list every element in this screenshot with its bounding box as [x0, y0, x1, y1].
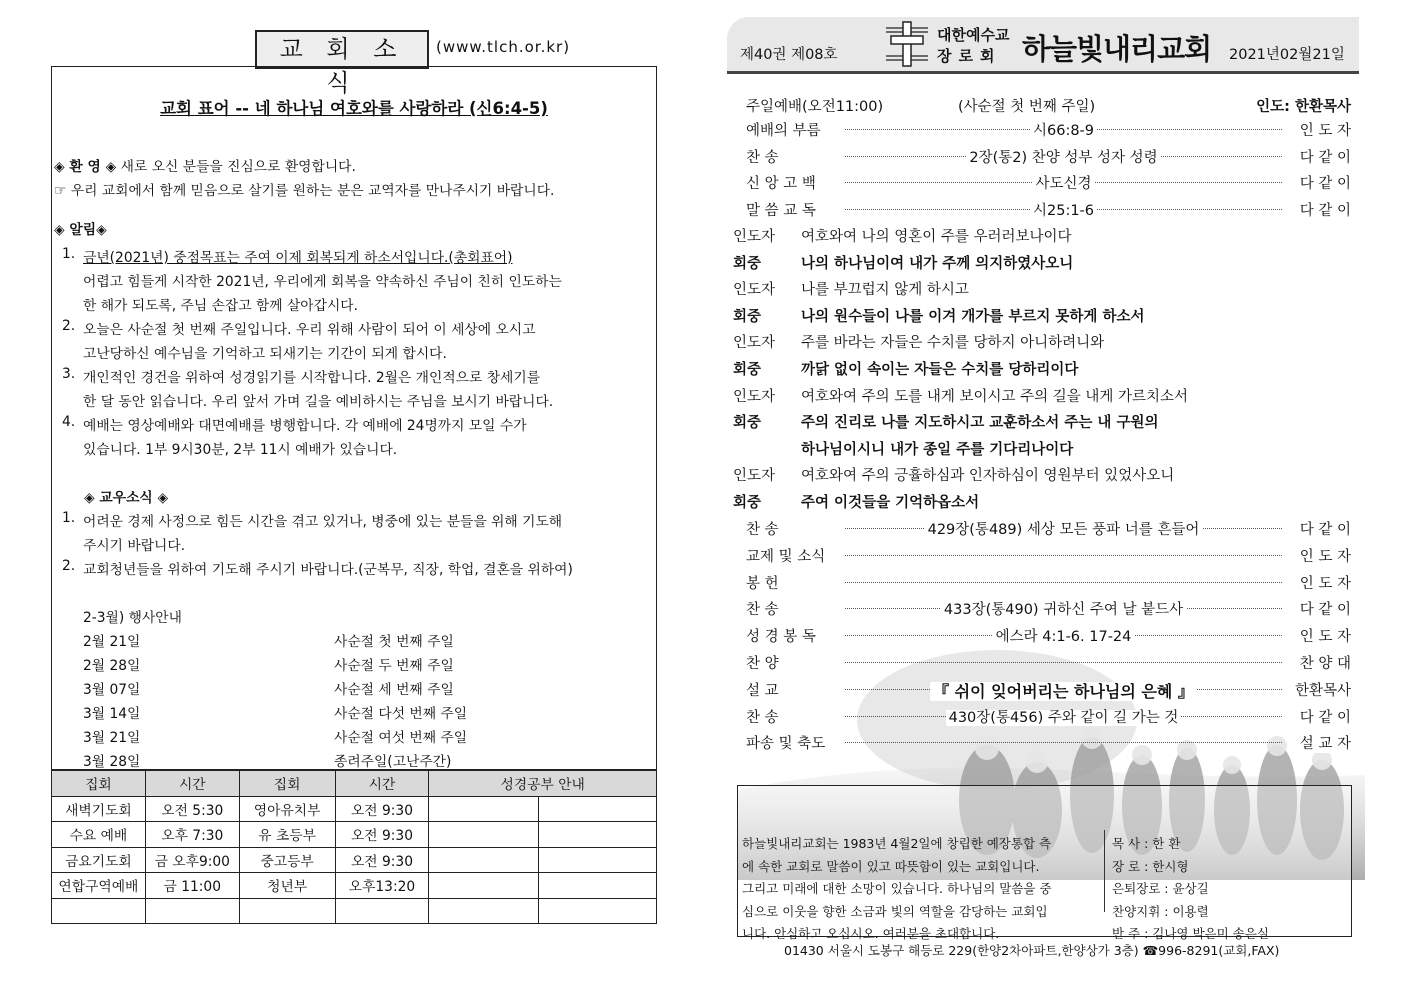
staff-line: 장 로 : 한시형 [1112, 858, 1189, 874]
study-cell [539, 822, 657, 848]
order-content-text: 시66:8-9 [1030, 123, 1097, 139]
order-content [845, 598, 1282, 619]
order-by: 인 도 자 [1297, 545, 1351, 566]
staff-line: 목 사 : 한 환 [1112, 836, 1181, 851]
item-text-cont: 있습니다. 1부 9시30분, 2부 11시 예배가 있습니다. [83, 442, 398, 458]
order-label: 찬 양 [746, 656, 779, 672]
service-title: 주일예배(오전11:00) [746, 99, 884, 115]
welcome-line: ◈ 환 영 ◈ 새로 오신 분들을 진심으로 환영합니다. [54, 159, 356, 175]
event-date: 3월 28일 [83, 754, 141, 770]
reading-text: 여호와여 주의 도를 내게 보이시고 주의 길을 내게 가르치소서 [801, 388, 1189, 405]
item-number: 1. [62, 510, 76, 526]
reading-text: 나를 부끄럽지 않게 하시고 [801, 282, 969, 299]
item-text-cont: 어렵고 힘들게 시작한 2021년, 우리에게 회복을 약속하신 주님이 친히 인도하는 [83, 274, 562, 290]
order-content [845, 679, 1282, 702]
dot-leader [845, 580, 1282, 583]
table-cell: 중고등부 [239, 847, 335, 873]
reading-text: 나의 원수들이 나를 이겨 개가를 부르지 못하게 하소서 [801, 308, 1145, 325]
item-text: 어려운 경제 사정으로 힘든 시간을 겪고 있거나, 병중에 있는 분들을 위해 기도해 [83, 514, 563, 530]
order-content-text: 시25:1-6 [1030, 203, 1097, 219]
table-cell: 오전 5:30 [145, 796, 239, 822]
reading-text: 여호와여 주의 긍휼하심과 인자하심이 영원부터 있었사오니 [801, 468, 1175, 485]
reading-text: 여호와여 나의 영혼이 주를 우러러보나이다 [801, 229, 1072, 245]
admin-heading: ◈ 교우소식 ◈ [84, 490, 169, 506]
reader-role: 인도자 [733, 468, 776, 485]
table-cell: 연합구역예배 [52, 873, 146, 899]
notices-heading: ◈ 알림◈ [54, 222, 107, 238]
staff-line: 반 주 : 김나영 박은미 송은실 [1112, 926, 1269, 941]
event-date: 3월 21일 [83, 730, 141, 746]
col-header: 집회 [239, 771, 335, 797]
schedule-header-row [52, 771, 657, 797]
volume-number: 제40권 제08호 [740, 47, 838, 63]
event-date: 3월 14일 [83, 706, 141, 722]
study-cell [429, 822, 539, 848]
order-by: 다 같 이 [1297, 199, 1351, 220]
order-by: 인 도 자 [1297, 572, 1351, 593]
intro-line: 그리고 미래에 대한 소망이 있습니다. 하나님의 말씀을 중 [742, 881, 1052, 896]
table-row [52, 847, 657, 873]
order-by: 한환목사 [1292, 679, 1351, 700]
order-content-text: 429장(통489) 세상 모든 풍파 너를 흔들어 [925, 522, 1203, 538]
reading-text: 주의 진리로 나를 지도하시고 교훈하소서 주는 내 구원의 [801, 415, 1159, 432]
staff-line: 은퇴장로 : 윤상길 [1112, 881, 1209, 896]
reader-role: 인도자 [733, 335, 776, 352]
event-name: 사순절 두 번째 주일 [334, 658, 454, 674]
col-header: 시간 [145, 771, 239, 797]
intro-line: 하늘빛내리교회는 1983년 4월2일에 창립한 예장통합 측 [742, 836, 1052, 851]
event-date: 2월 21일 [83, 634, 141, 650]
study-cell [429, 873, 539, 899]
order-label: 신 앙 고 백 [746, 176, 816, 192]
event-name: 사순절 여섯 번째 주일 [334, 730, 468, 746]
study-cell [539, 898, 657, 924]
website-url[interactable]: (www.tlch.or.kr) [436, 38, 571, 56]
order-label: 찬 송 [746, 709, 779, 726]
item-text-cont: 한 달 동안 읽습니다. 우리 앞서 가며 길을 예비하시는 주님을 보시기 바랍니다. [83, 394, 554, 410]
item-text: 금년(2021년) 중점목표는 주여 이제 회복되게 하소서입니다.(총회표어) [83, 250, 513, 266]
reading-text: 주를 바라는 자들은 수치를 당하지 아니하려니와 [801, 335, 1105, 352]
order-content-text: 2장(통2) 찬양 성부 성자 성령 [966, 150, 1160, 166]
order-by: 설 교 자 [1297, 732, 1351, 753]
welcome-heading: ◈ 환 영 ◈ [54, 159, 117, 175]
order-by: 다 같 이 [1297, 706, 1351, 727]
event-date: 3월 07일 [83, 682, 141, 698]
order-by: 찬 양 대 [1297, 652, 1351, 673]
church-name: 하늘빛내리교회 [1022, 32, 1212, 66]
order-label: 찬 송 [746, 602, 779, 619]
service-subtitle: (사순절 첫 번째 주일) [958, 99, 1096, 115]
order-content [845, 518, 1282, 539]
item-number: 2. [62, 558, 76, 574]
order-label: 찬 송 [746, 149, 779, 166]
order-label: 성 경 봉 독 [746, 629, 816, 646]
table-cell: 유 초등부 [239, 822, 335, 848]
order-by: 인 도 자 [1297, 625, 1351, 646]
table-cell: 오전 9:30 [335, 796, 429, 822]
dot-leader [845, 553, 1282, 556]
table-cell: 수요 예배 [52, 822, 146, 848]
reader-role: 인도자 [733, 229, 776, 245]
study-cell [429, 796, 539, 822]
event-date: 2월 28일 [83, 658, 141, 674]
order-by: 다 같 이 [1297, 172, 1351, 193]
order-by: 다 같 이 [1297, 146, 1351, 167]
event-name: 사순절 다섯 번째 주일 [334, 706, 468, 722]
order-by: 다 같 이 [1297, 518, 1351, 539]
table-cell: 새벽기도회 [52, 796, 146, 822]
welcome-line-2: ☞ 우리 교회에서 함께 믿음으로 살기를 원하는 분은 교역자를 만나주시기 바랍니다. [54, 183, 555, 199]
table-cell [145, 898, 239, 924]
table-cell: 오전 9:30 [335, 847, 429, 873]
intro-line: 에 속한 교회로 말씀이 있고 따뜻함이 있는 교회입니다. [742, 858, 1040, 874]
item-text: 교회청년들을 위하여 기도해 주시기 바랍니다.(군복무, 직장, 학업, 결혼을 위하여) [83, 562, 573, 578]
table-row [52, 796, 657, 822]
study-cell [429, 898, 539, 924]
item-number: 1. [62, 246, 76, 262]
table-cell [52, 898, 146, 924]
order-label: 파송 및 축도 [746, 736, 826, 753]
study-cell [539, 847, 657, 873]
item-text-cont: 고난당하신 예수님을 기억하고 되새기는 기간이 되게 합시다. [83, 346, 447, 362]
reader-role: 회중 [733, 415, 762, 432]
reading-text: 까닭 없이 속이는 자들은 수치를 당하리이다 [801, 362, 1079, 378]
event-name: 사순절 세 번째 주일 [334, 682, 454, 698]
order-content-text: 430장(통456) 주와 같이 길 가는 것 [946, 710, 1182, 726]
study-cell [429, 847, 539, 873]
item-text: 오늘은 사순절 첫 번째 주일입니다. 우리 위해 사람이 되어 이 세상에 오시고 [83, 322, 536, 338]
table-cell [239, 898, 335, 924]
event-name: 종려주일(고난주간) [334, 754, 452, 770]
dot-leader [845, 740, 1282, 743]
reader-role: 인도자 [733, 388, 776, 405]
item-number: 3. [62, 366, 76, 382]
order-content [845, 119, 1282, 140]
item-text: 개인적인 경건을 위하여 성경읽기를 시작합니다. 2월은 개인적으로 창세기를 [83, 370, 541, 386]
cross-logo-icon [883, 20, 931, 68]
reading-text: 하나님이시니 내가 종일 주를 기다리나이다 [801, 441, 1074, 458]
table-cell: 금 오후9:00 [145, 847, 239, 873]
intro-divider [1104, 830, 1105, 912]
order-content [845, 172, 1282, 193]
col-header: 집회 [52, 771, 146, 797]
order-content-text: 에스라 4:1-6. 17-24 [993, 629, 1135, 645]
intro-line: 심으로 이웃을 향한 소금과 빛의 역할을 감당하는 교회입 [742, 903, 1048, 919]
order-content [845, 625, 1282, 646]
event-name: 사순절 첫 번째 주일 [334, 634, 454, 650]
bulletin-date: 2021년02월21일 [1229, 47, 1345, 63]
study-cell [539, 796, 657, 822]
service-leader: 인도: 한환목사 [1256, 99, 1351, 115]
table-cell: 오후13:20 [335, 873, 429, 899]
reader-role: 인도자 [733, 282, 776, 299]
table-cell [335, 898, 429, 924]
denomination-line-1: 대한예수교 [937, 26, 1010, 44]
order-content-text: 『 쉬이 잊어버리는 하나님의 은혜 』 [930, 682, 1197, 701]
church-motto: 교회 표어 -- 네 하나님 여호와를 사랑하라 (신6:4-5) [160, 99, 548, 118]
order-by: 인 도 자 [1297, 119, 1351, 140]
table-row [52, 873, 657, 899]
reader-role: 회중 [733, 362, 762, 378]
table-cell: 오전 9:30 [335, 822, 429, 848]
table-cell: 금요기도회 [52, 847, 146, 873]
order-content [845, 146, 1282, 167]
dot-leader [845, 660, 1282, 663]
schedule-table [51, 770, 657, 924]
reader-role: 회중 [733, 495, 762, 511]
order-label: 예배의 부름 [746, 123, 821, 139]
table-row [52, 898, 657, 924]
events-heading: 2-3월) 행사안내 [83, 610, 182, 626]
staff-line: 찬양지휘 : 이용렬 [1112, 903, 1209, 919]
order-content [845, 706, 1282, 727]
reading-text: 주여 이것들을 기억하옵소서 [801, 495, 980, 511]
col-header: 시간 [335, 771, 429, 797]
order-content-text: 433장(통490) 귀하신 주여 날 붙드사 [941, 602, 1186, 618]
item-text-cont: 한 해가 되도록, 주님 손잡고 함께 살아갑시다. [83, 298, 358, 314]
order-label: 봉 헌 [746, 575, 779, 592]
item-number: 2. [62, 318, 76, 334]
item-text: 예배는 영상예배와 대면예배를 병행합니다. 각 예배에 24명까지 모일 수가 [83, 418, 527, 434]
table-row [52, 822, 657, 848]
table-cell: 청년부 [239, 873, 335, 899]
reading-text: 나의 하나님이여 내가 주께 의지하였사오니 [801, 255, 1074, 272]
order-label: 교제 및 소식 [746, 548, 826, 565]
intro-line: 니다. 안심하고 오십시오. 여러분을 초대합니다. [742, 926, 1000, 941]
reader-role: 회중 [733, 255, 762, 272]
reader-role: 회중 [733, 308, 762, 325]
news-title: 교 회 소 식 [255, 30, 429, 69]
item-text-cont: 주시기 바랍니다. [83, 538, 186, 554]
table-cell: 영아유치부 [239, 796, 335, 822]
order-label: 설 교 [746, 682, 779, 699]
item-number: 4. [62, 414, 76, 430]
col-header: 성경공부 안내 [429, 771, 657, 797]
order-content-text: 사도신경 [1032, 176, 1094, 192]
order-content [845, 199, 1282, 220]
order-by: 다 같 이 [1297, 598, 1351, 619]
denomination-line-2: 장로회 [937, 47, 1002, 65]
table-cell: 금 11:00 [145, 873, 239, 899]
church-address: 01430 서울시 도봉구 해등로 229(한양2차아파트,한양상가 3층) ☎996-8291(교회,FAX) [784, 943, 1280, 958]
order-label: 말 씀 교 독 [746, 202, 816, 219]
order-label: 찬 송 [746, 522, 779, 538]
study-cell [539, 873, 657, 899]
table-cell: 오후 7:30 [145, 822, 239, 848]
